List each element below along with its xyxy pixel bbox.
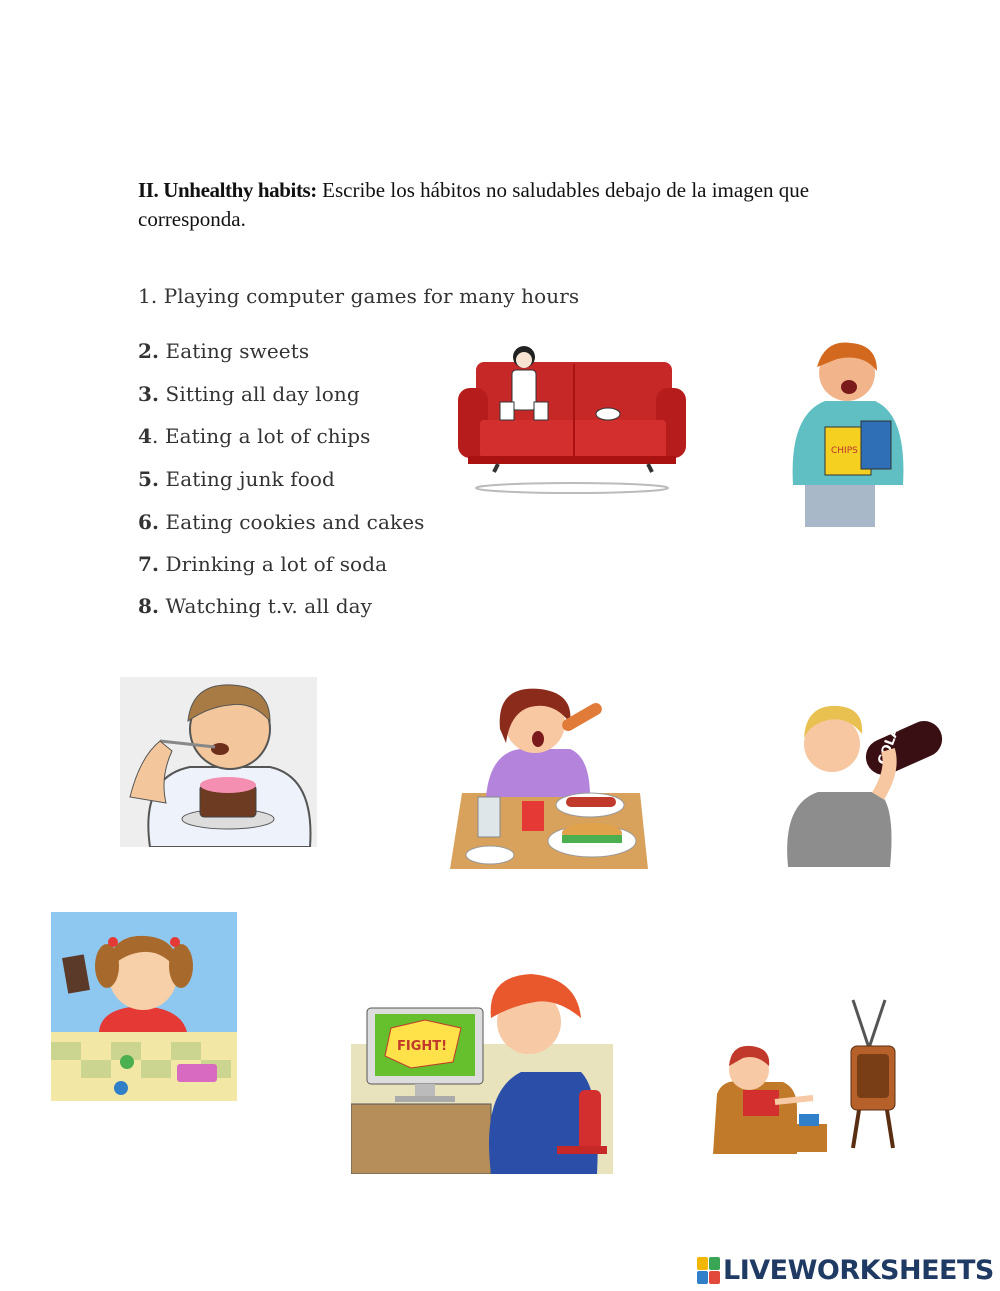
section-heading	[138, 176, 878, 234]
habit-item-2	[138, 339, 309, 363]
sofa-sitting-illustration	[458, 340, 686, 496]
habit-item-7	[138, 552, 387, 576]
boy-drinking-soda-illustration	[778, 700, 948, 867]
habit-number: 8.	[138, 594, 160, 618]
habit-item-3	[138, 382, 360, 406]
habit-text: Eating junk food	[159, 467, 335, 491]
habit-number: 1.	[138, 284, 158, 308]
svg-text:CHIPS: CHIPS	[831, 446, 858, 456]
habit-number: 7.	[138, 552, 160, 576]
girl-eating-junk-food-illustration	[450, 683, 648, 869]
habit-text: Sitting all day long	[159, 382, 360, 406]
habit-number: 4	[138, 424, 153, 448]
fight-screen-text: FIGHT!	[397, 1039, 448, 1054]
habit-item-1	[138, 284, 579, 308]
habit-item-4	[138, 424, 371, 448]
habit-item-6	[138, 510, 425, 534]
habit-number: 2.	[138, 339, 160, 363]
habit-text: Watching t.v. all day	[159, 594, 373, 618]
habit-text: Playing computer games for many hours	[157, 284, 580, 308]
boy-eating-chips-illustration	[785, 335, 910, 527]
habit-text: Eating sweets	[159, 339, 310, 363]
habit-text: Drinking a lot of soda	[159, 552, 388, 576]
logo-mark-icon	[697, 1257, 719, 1283]
habit-number: 6.	[138, 510, 160, 534]
habit-item-8	[138, 594, 372, 618]
section-instruction: Escribe los hábitos no saludables debajo de la imagen que corresponda.	[138, 178, 810, 231]
habit-number: 5.	[138, 467, 160, 491]
habit-number: 3.	[138, 382, 160, 406]
boy-playing-computer-illustration	[351, 972, 613, 1174]
girl-eating-sweets-illustration	[51, 912, 237, 1101]
man-eating-cake-illustration	[120, 677, 317, 847]
logo-brand-text: LIVEWORKSHEETS	[723, 1254, 994, 1286]
liveworksheets-logo	[697, 1253, 994, 1287]
habit-text: . Eating a lot of chips	[152, 424, 371, 448]
habit-item-5	[138, 467, 335, 491]
child-watching-tv-illustration	[713, 998, 903, 1158]
cola-label: COLA	[875, 725, 903, 768]
section-title: II. Unhealthy habits:	[138, 178, 317, 202]
habit-text: Eating cookies and cakes	[159, 510, 425, 534]
